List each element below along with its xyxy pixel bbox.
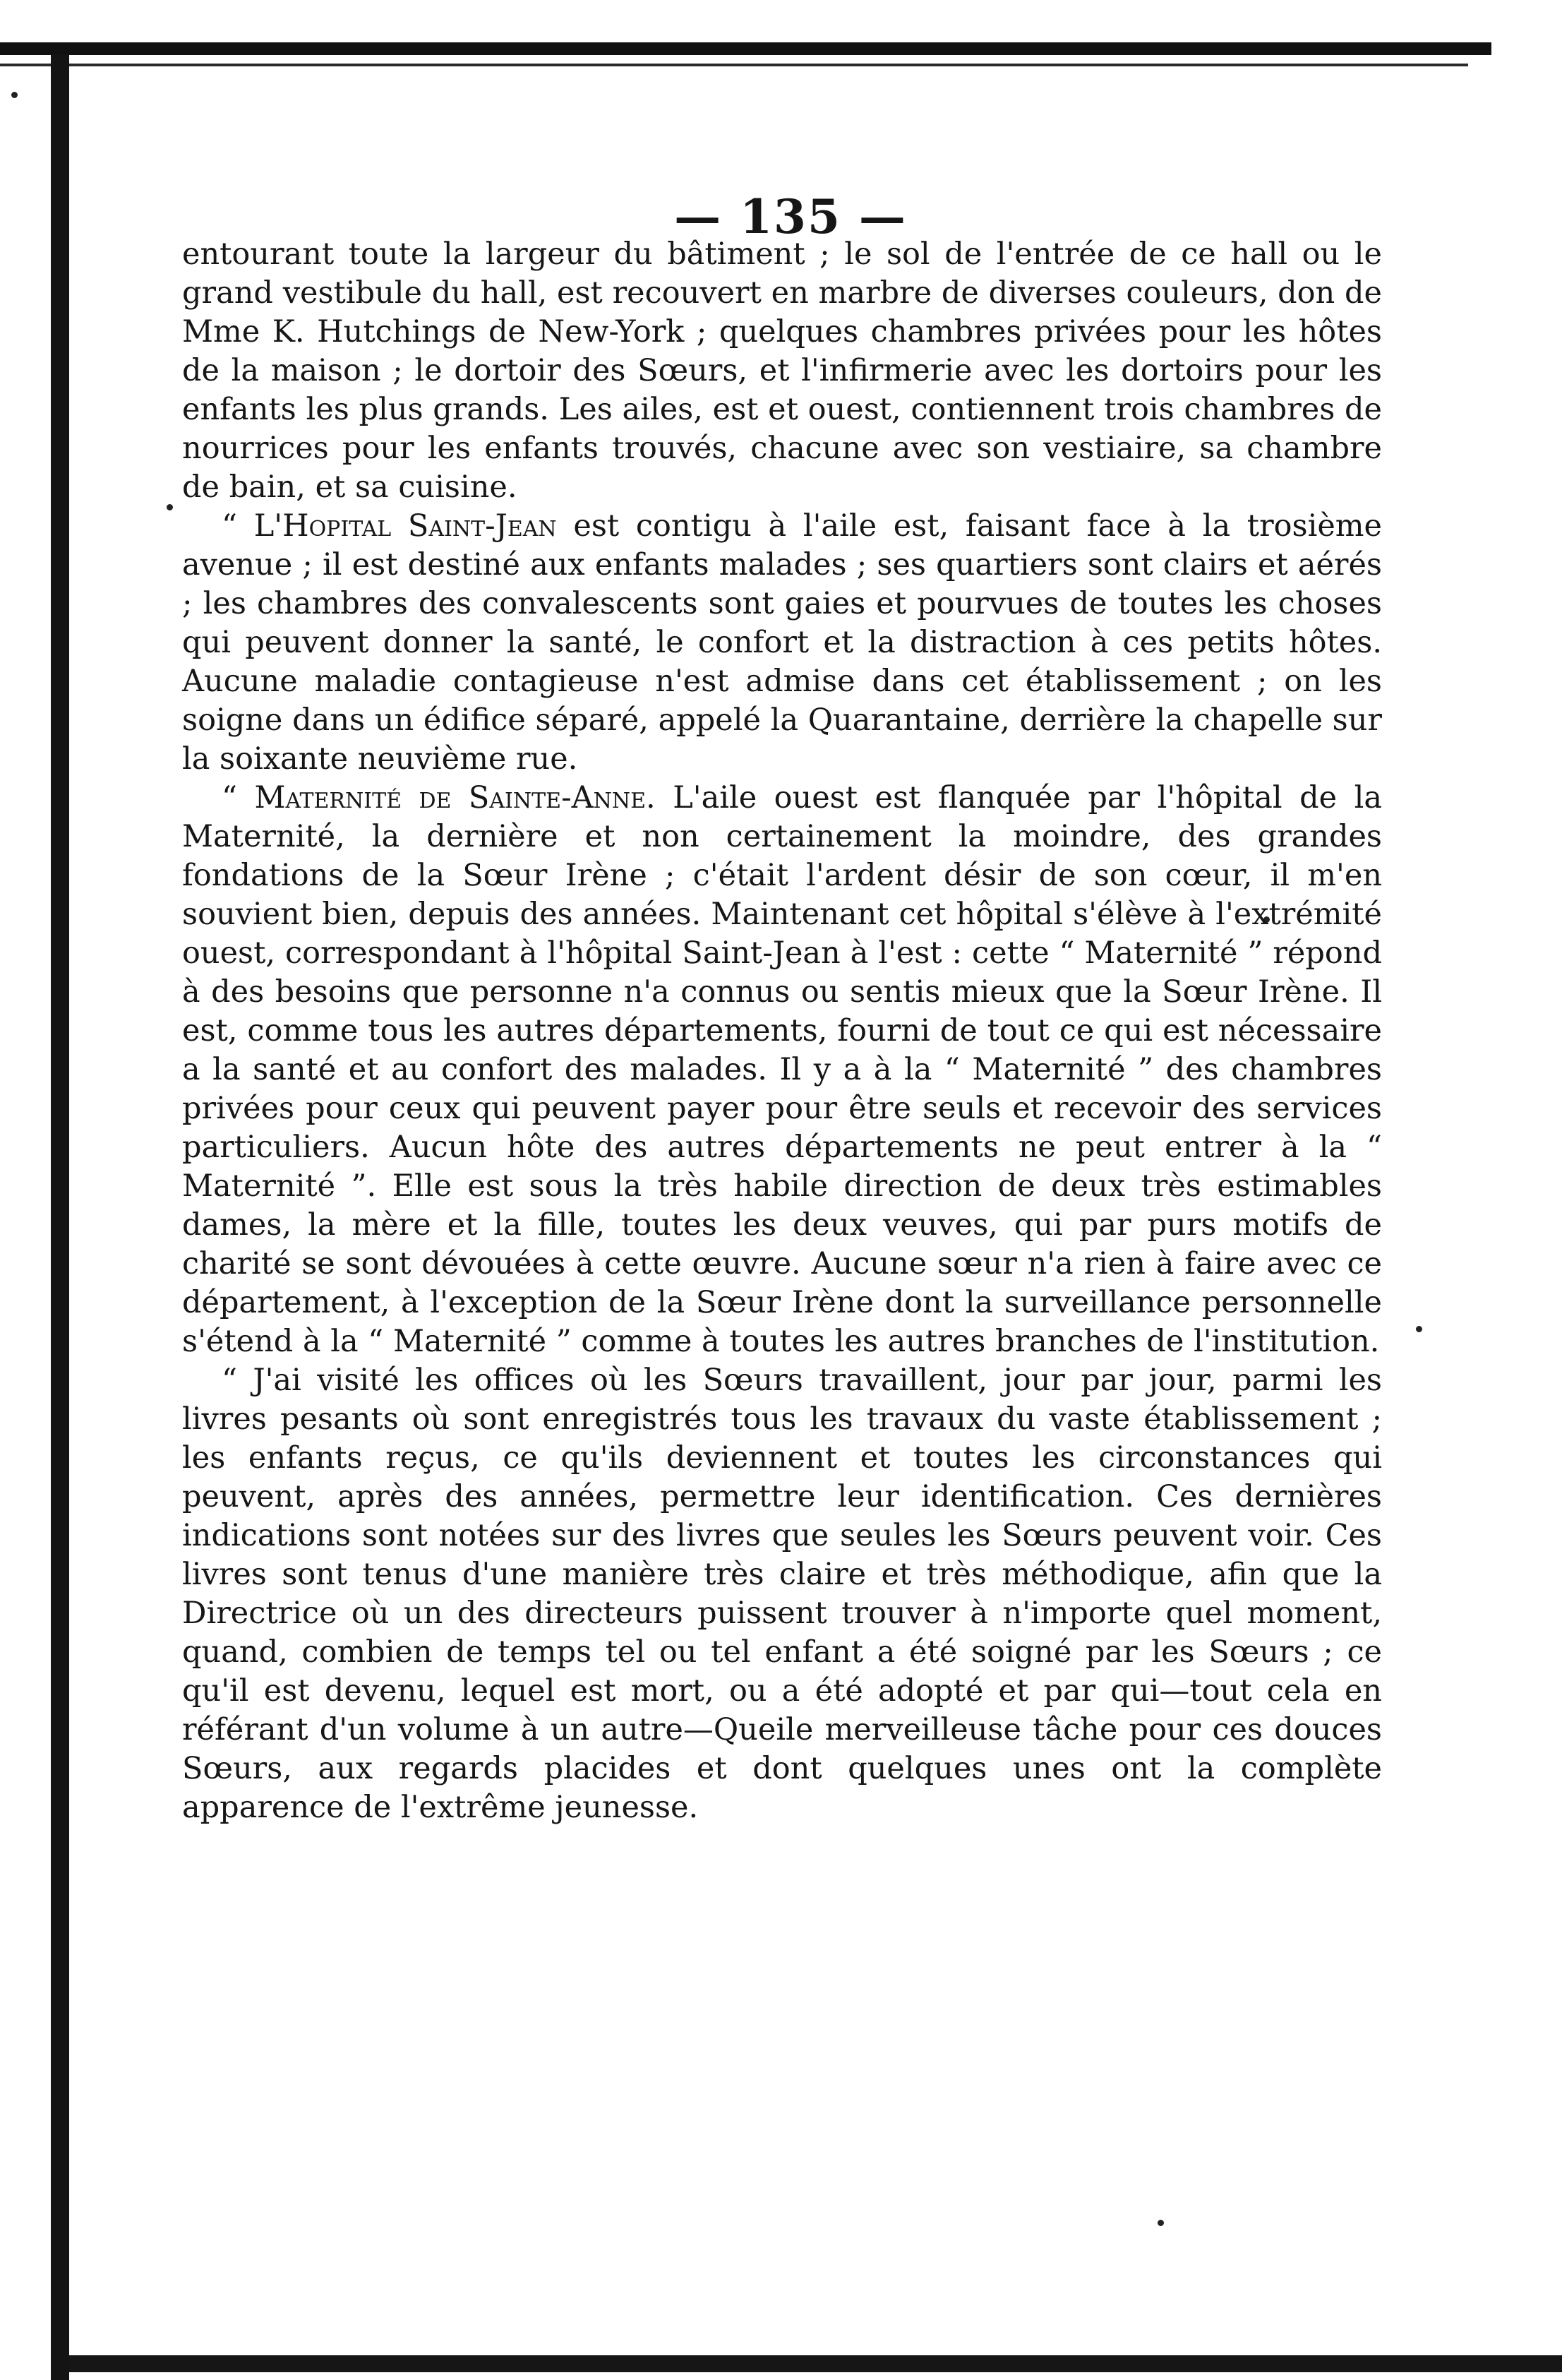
bottom-border-rule [69, 2355, 1562, 2372]
left-border-rule [51, 55, 69, 2380]
paragraph-text: “ J'ai visité les offices où les Sœurs travaillent, jour par jour, parmi les livres pesants où sont enregistrés tous les travaux du vaste établissement ; les enfants reçus, ce qu'ils deviennent et toutes les circonstances qui peuvent, après des années, permettre leur identification. Ces dernières indications sont notées sur des livres que seules les Sœurs peuvent voir. Ces livres sont tenus d'une manière très claire et très méthodique, afin que la Directrice où un des directeurs puissent trouver à n'importe quel moment, quand, combien de temps tel ou tel enfant a été soigné par les Sœurs ; ce qu'il est devenu, lequel est mort, ou a été adopté et par qui—tout cela en référant d'un volume à un autre—Queile merveilleuse tâche pour ces douces Sœurs, aux regards placides et dont quelques unes ont la complète apparence de l'extrême jeunesse. [182, 1363, 1382, 1825]
paragraph-text: entourant toute la largeur du bâtiment ; le sol de l'entrée de ce hall ou le grand vestibule du hall, est recouvert en marbre de diverses couleurs, don de Mme K. Hutchings de New-York ; quelques chambres privées pour les hôtes de la maison ; le dortoir des Sœurs, et l'infirmerie avec les dortoirs pour les enfants les plus grands. Les ailes, est et ouest, contiennent trois chambres de nourrices pour les enfants trouvés, chacune avec son vestiaire, sa chambre de bain, et sa cuisine. [182, 237, 1382, 505]
section-heading-text: Maternité de Sainte-Anne. [254, 780, 656, 815]
paragraph [182, 507, 1382, 779]
page-number: — 135 — [674, 189, 907, 244]
print-speck [1416, 1326, 1422, 1332]
paragraph-text: “ [222, 508, 254, 544]
paragraph [182, 779, 1382, 1361]
body-text [182, 235, 1382, 1827]
top-border-thin-rule [0, 64, 1468, 66]
section-heading-text: L'Hopital Saint-Jean [253, 508, 557, 544]
paragraph-text: est contigu à l'aile est, faisant face à la trosième avenue ; il est destiné aux enfants malades ; ses quartiers sont clairs et aérés ; les chambres des convalescents sont gaies et pourvues de toutes les choses qui peuvent donner la santé, le confort et la distraction à ces petits hôtes. Aucune maladie contagieuse n'est admise dans cet établissement ; on les soigne dans un édifice séparé, appelé la Quarantaine, derrière la chapelle sur la soixante neuvième rue. [182, 508, 1383, 777]
print-speck [1158, 2220, 1164, 2226]
paragraph [182, 1361, 1382, 1827]
print-speck [11, 92, 18, 98]
print-speck [167, 504, 173, 510]
paragraph-text: L'aile ouest est flanquée par l'hôpital de la Maternité, la dernière et non certainement la moindre, des grandes fondations de la Sœur Irène ; c'était l'ardent désir de son cœur, il m'en souvient bien, depuis des années. Maintenant cet hôpital s'élève à l'extrémité ouest, correspondant à l'hôpital Saint-Jean à l'est : cette “ Maternité ” répond à des besoins que personne n'a connus ou sentis mieux que la Sœur Irène. Il est, comme tous les autres départements, fourni de tout ce qui est nécessaire a la santé et au confort des malades. Il y a à la “ Maternité ” des chambres privées pour ceux qui peuvent payer pour être seuls et recevoir des services particuliers. Aucun hôte des autres départements ne peut entrer à la “ Maternité ”. Elle est sous la très habile direction de deux très estimables dames, la mère et la fille, toutes les deux veuves, qui par purs motifs de charité se sont dévouées à cette œuvre. Aucune sœur n'a rien à faire avec ce département, à l'exception de la Sœur Irène dont la surveillance personnelle s'étend à la “ Maternité ” comme à toutes les autres branches de l'institution. [182, 780, 1382, 1359]
paragraph [182, 235, 1382, 507]
top-border-rule [0, 42, 1491, 55]
paragraph-text: “ [222, 780, 255, 815]
